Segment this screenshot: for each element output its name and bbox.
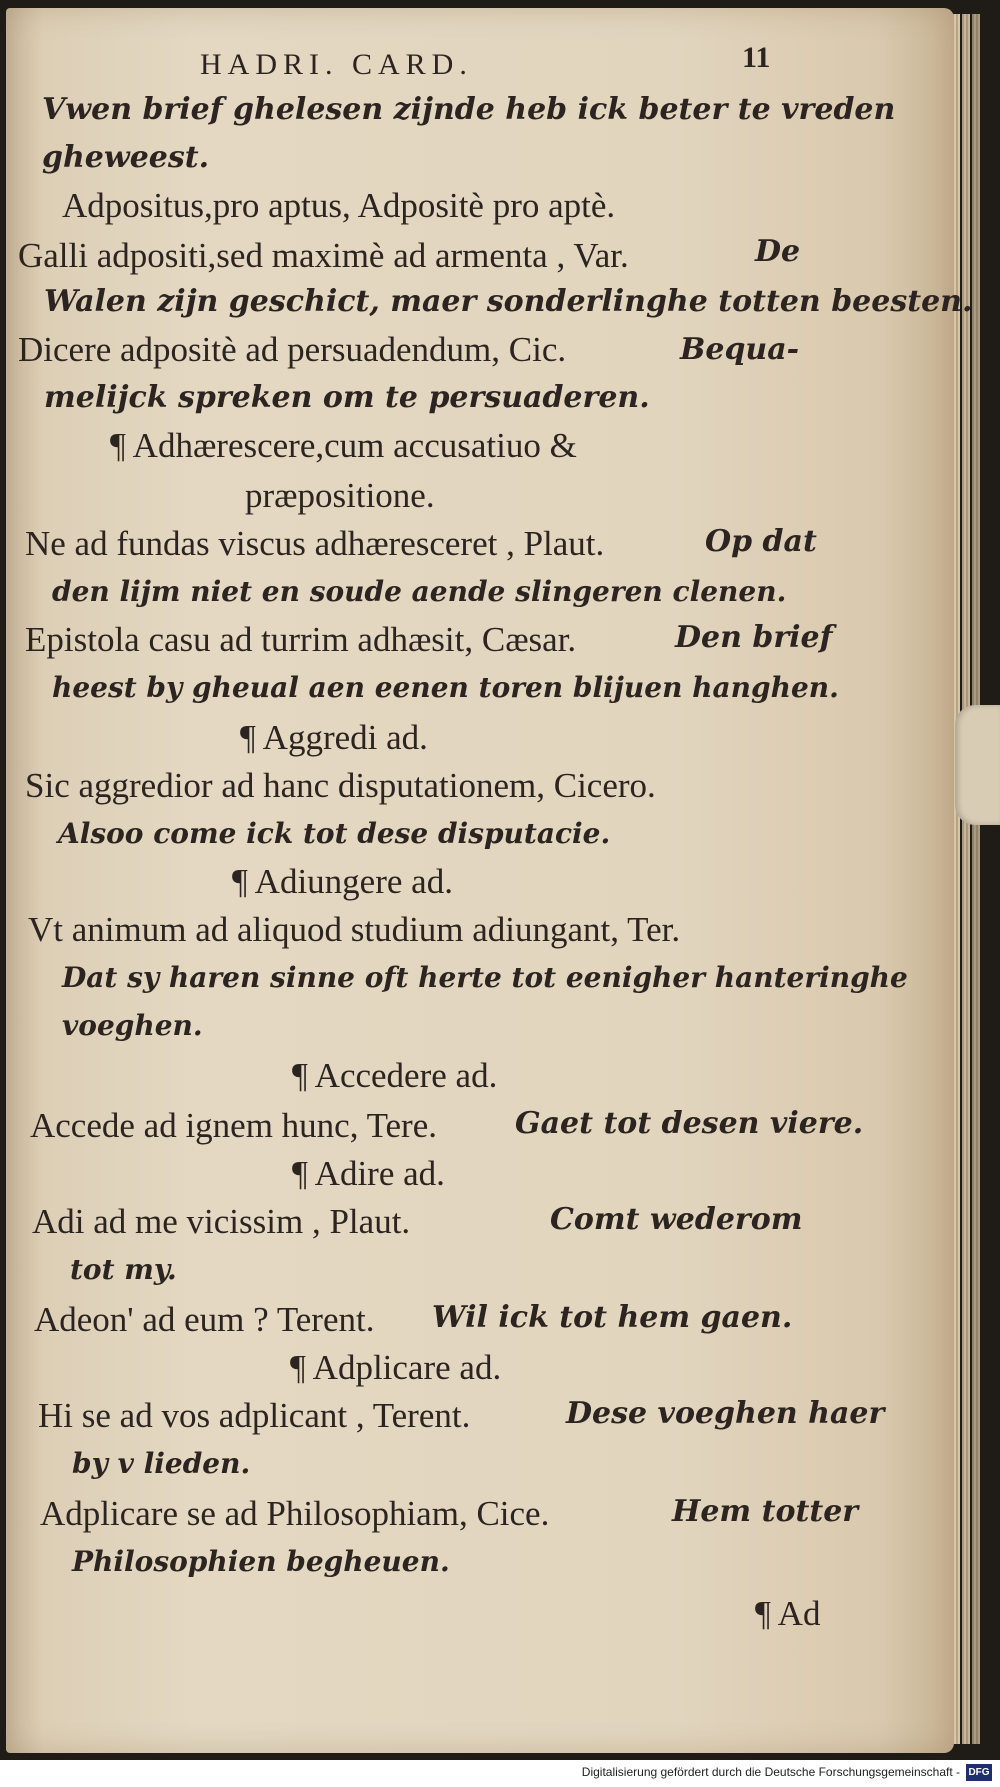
text-line: ¶ Aggredi ad. [240,718,428,757]
text-line: den lijm niet en soude aende slingeren clenen. [52,575,787,608]
text-line: ¶ Adiungere ad. [232,862,453,901]
folio-number: 11 [742,41,771,74]
text-line: Adi ad me vicissim , Plaut. [32,1202,411,1241]
text-line: Adplicare se ad Philosophiam, Cice. [40,1494,550,1533]
text-line: ¶ Accedere ad. [292,1056,498,1095]
text-line: Bequa- [680,332,800,367]
text-line: Galli adpositi,sed maximè ad armenta , Var. [18,236,629,275]
text-line: Hi se ad vos adplicant , Terent. [38,1396,471,1435]
text-line: melijck spreken om te persuaderen. [44,380,650,415]
text-line: Philosophien begheuen. [72,1545,450,1578]
text-line: De [755,234,801,269]
text-line: Alsoo come ick tot dese disputacie. [58,817,611,850]
text-line: Epistola casu ad turrim adhæsit, Cæsar. [25,620,577,659]
text-line: ¶ Adire ad. [292,1154,445,1193]
text-line: Accede ad ignem hunc, Tere. [30,1106,437,1145]
text-line: Dese voeghen haer [566,1396,885,1431]
text-line: Sic aggredior ad hanc disputationem, Cicero. [25,766,656,805]
text-line: Comt wederom [550,1202,803,1237]
text-line: Dicere adpositè ad persuadendum, Cic. [18,330,567,369]
text-line: Vt animum ad aliquod studium adiungant, Ter. [28,910,681,949]
catchword: ¶ Ad [755,1594,821,1633]
text-line: tot my. [70,1253,177,1286]
text-line: Dat sy haren sinne oft herte tot eenigher hanteringhe [62,961,908,994]
text-line: Den brief [675,620,833,655]
text-line: Op dat [705,524,817,559]
text-line: Ne ad fundas viscus adhæresceret , Plaut. [25,524,605,563]
text-line: Walen zijn geschict, maer sonderlinghe totten beesten. [44,284,973,319]
text-line: ¶ Adplicare ad. [290,1348,502,1387]
funding-credit: Digitalisierung gefördert durch die Deutsche Forschungsgemeinschaft - [581,1765,960,1779]
text-line: Wil ick tot hem gaen. [432,1300,793,1335]
text-line: gheweest. [42,140,210,175]
text-line: Hem totter [672,1494,859,1529]
text-line: ¶ Adhærescere,cum accusatiuo & [110,426,577,465]
text-line: by v lieden. [72,1447,251,1480]
text-line: Adpositus,pro aptus, Adpositè pro aptè. [62,186,616,225]
digitization-footer [0,1760,1000,1787]
text-line: præpositione. [245,476,435,515]
text-line: Gaet tot desen viere. [515,1106,864,1141]
text-line: Vwen brief ghelesen zijnde heb ick beter te vreden [42,92,896,127]
text-line: voeghen. [62,1009,203,1042]
running-title: HADRI. CARD. [200,48,473,81]
text-line: heest by gheual aen eenen toren blijuen hanghen. [52,671,839,704]
text-line: Adeon' ad eum ? Terent. [34,1300,375,1339]
dfg-logo: DFG [966,1764,992,1781]
